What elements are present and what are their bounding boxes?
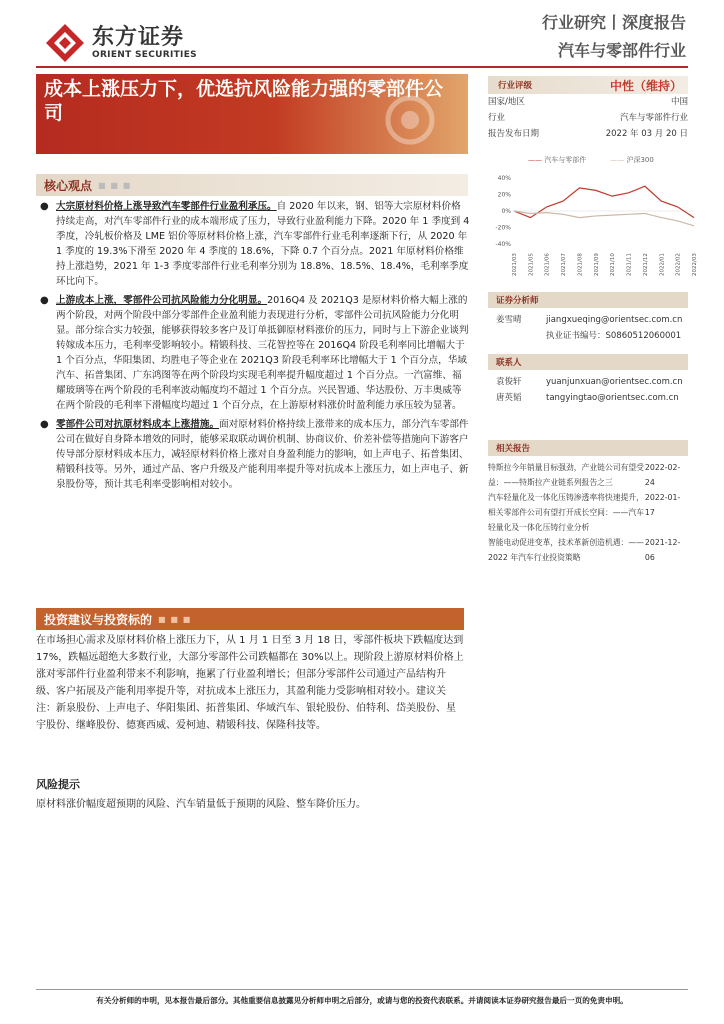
rating-panel [488,76,688,142]
x-tick-label: 2022/03 [692,253,698,276]
risk-heading: 风险提示 [36,778,80,791]
investment-text: 在市场担心需求及原材料价格上涨压力下，从 1 月 1 日至 3 月 18 日，零部件板块下跌幅度达到 17%，跌幅远超绝大多数行业，大部分零部件公司跌幅都在 30%以上。现阶段上游原材料价格上涨对零部件行业盈利带来不利影响，拖累了行业盈利增长；但部分零部件公司通过产品结构升级、客户拓展及产能利用率提升等，对抗成本上涨压力，其盈利能力受影响相对较小。建议关注：新泉股份、上声电子、华阳集团、拓普集团、华域汽车、银轮股份、伯特利、岱美股份、星宇股份、继峰股份、德赛西威、爱柯迪、精锻科技、保隆科技等。 [36,635,464,731]
bullet-item [36,293,470,413]
kv-row [488,94,688,110]
kv-value: 汽车与零部件行业 [619,113,688,123]
kv-row [488,110,688,126]
logo-name-cn: 东方证券 [92,25,185,50]
kv-key: 行业 [488,113,506,123]
kv-key: 国家/地区 [488,97,525,107]
bullet-lead: 上游成本上涨，零部件公司抗风险能力分化明显。 [56,295,268,306]
rating-row [488,76,688,94]
x-tick-label: 2021/05 [528,253,535,276]
analyst-panel [488,292,688,344]
y-tick-label: -20% [495,224,511,232]
bullet-icon: ● [40,419,49,430]
performance-chart [488,172,698,282]
kv-value: 2022 年 03 月 20 日 [605,129,688,139]
contact-name: 唐英韬 [496,393,522,403]
contact-row [488,390,688,406]
related-title[interactable]: 特斯拉今年销量目标强劲，产业链公司有望受益：——特斯拉产业链系列报告之三 [488,463,644,487]
industry-name: 汽车与零部件行业 [557,41,686,60]
bullet-item [36,417,470,492]
kv-value: 中国 [670,97,688,107]
related-title[interactable]: 汽车轻量化及一体化压铸渗透率将快速提升，相关零部件公司有望打开成长空间：——汽车轻量化及一体化压铸行业分析 [488,493,644,532]
bullet-text: 2016Q4 及 2021Q3 是原材料价格大幅上涨的两个阶段，对两个阶段中部分零部件企业盈利能力表现进行分析，零部件公司抗风险能力分化明显。部分综合实力较强，能够获得较多客户及订单抵御原材料涨价的压力，同时与上下游企业谈判转嫁成本压力，毛利率受影响较小。精锻科技、三花智控等在 2016Q4 阶段毛利率同比增幅大于 1 个百分点，华阳集团、均胜电子等企业在 2021Q3 阶段毛利率环比增幅大于 1 个百分点，华域汽车、拓普集团、广东鸿图等在两个阶段均实现毛利率提升幅度超过 1 个百分点。一汽富维、福耀玻璃等在两个阶段的毛利率波动幅度均不超过 1 个百分点。兴民智通、华达股份、万丰奥威等在两个阶段的毛利率下滑幅度均超过 1 个百分点，在上游原材料涨价时盈利能力承压较为显著。 [56,295,469,411]
bullet-text: 面对原材料价格持续上涨带来的成本压力，部分汽车零部件公司在做好自身降本增效的同时，能够采取联动调价机制、协商议价、价差补偿等措施向下游客户传导部分原材料成本压力，减轻原材料价格上涨对自身盈利能力的影响，如上声电子、拓普集团、精锻科技等。另外，通过产品、客户升级及产能利用率提升等对抗成本上涨压力，如上声电子、新泉股份等，预计其毛利率受影响相对较小。 [56,419,469,490]
x-tick-label: 2022/01 [659,253,666,276]
analyst-name: 姜雪晴 [496,315,522,325]
bullet-text: 自 2020 年以来，钢、铝等大宗原材料价格持续走高，对汽车零部件行业的成本端形成了压力，导致行业盈利能力下降。2020 年 1 季度到 4 季度，冷轧板价格及 LME 铝价等原材料价格上涨，汽车零部件行业毛利率逐渐下行，从 2020 年 1 季度的 19.3%下滑至 2020 年 4 季度的 18.6%，下降 0.7 个百分点。2021 年原材料价格维持上涨趋势，2021 年 1-3 季度零部件行业毛利率分别为 18.8%、18.5%、18.4%，毛利率季度环比向下。 [56,201,470,287]
x-tick-label: 2021/08 [577,253,584,276]
analyst-row [488,312,688,328]
bullet-icon: ● [40,295,49,306]
y-tick-label: 20% [497,191,511,199]
related-date: 2021-12-06 [644,538,681,562]
logo-mark-icon [44,22,86,64]
rating-label: 行业评级 [498,81,533,91]
kv-key: 报告发布日期 [488,129,540,139]
core-heading-label: 核心观点 [44,178,93,193]
x-tick-label: 2021/12 [642,253,649,276]
report-type: 行业研究丨深度报告 [541,13,686,32]
risk-text: 原材料涨价幅度超预期的风险、汽车销量低于预期的风险、整车降价压力。 [36,799,366,810]
invest-heading-label: 投资建议与投资标的 [44,612,153,627]
related-date: 2022-01-17 [644,493,681,517]
core-viewpoints-heading [36,174,468,196]
footer-divider [36,989,688,990]
brand-logo [44,22,197,64]
y-tick-label: 0% [501,208,511,215]
related-heading: 相关报告 [488,440,688,456]
analyst-cert-row [488,328,688,344]
related-report[interactable] [488,535,688,565]
rating-value: 中性（维持） [609,78,682,93]
contact-email: yuanjunxuan@orientsec.com.cn [546,377,683,387]
legend-item-csi300: —— 沪深300 [610,156,654,164]
x-tick-label: 2021/06 [544,253,551,276]
x-tick-label: 2021/03 [512,253,518,276]
kv-row [488,126,688,142]
related-date: 2022-02-24 [644,463,681,487]
contact-row [488,374,688,390]
dots-decoration: ■ ■ ■ [98,180,132,190]
legend-label: 汽车与零部件 [544,156,587,164]
y-tick-label: -40% [495,241,511,248]
contact-email: tangyingtao@orientsec.com.cn [546,393,679,403]
logo-name-en: ORIENT SECURITIES [92,50,197,60]
analyst-heading: 证券分析师 [488,292,688,308]
related-panel [488,440,688,565]
contact-name: 袁俊轩 [496,377,522,387]
disclaimer-footer: 有关分析师的申明，见本报告最后部分。其他重要信息披露见分析师申明之后部分，或请与您的投资代表联系。并请阅读本证券研究报告最后一页的免责申明。 [96,996,628,1005]
x-tick-label: 2021/10 [610,253,617,276]
related-title[interactable]: 智能电动促进变革，技术革新创造机遇：——2022 年汽车行业投资策略 [488,538,644,562]
legend-item-auto: —— 汽车与零部件 [528,156,587,164]
bullet-icon: ● [40,201,49,212]
investment-heading [36,608,464,630]
x-tick-label: 2022/02 [675,253,682,276]
x-tick-label: 2021/09 [593,253,600,276]
chart-legend [528,155,654,165]
x-tick-label: 2021/11 [626,253,633,276]
dots-decoration: ■ ■ ■ [158,614,192,624]
analyst-email: jiangxueqing@orientsec.com.cn [546,315,683,325]
contact-heading: 联系人 [488,354,688,370]
header-divider [36,66,688,68]
y-tick-label: 40% [497,175,511,182]
bullet-item [36,199,470,289]
related-report[interactable] [488,490,688,535]
legend-label: 沪深300 [626,156,654,164]
related-report[interactable] [488,460,688,490]
analyst-cert: 执业证书编号：S0860512060001 [546,331,682,341]
series-line [514,211,694,226]
x-tick-label: 2021/07 [561,253,568,276]
bullet-lead: 大宗原材料价格上涨导致汽车零部件行业盈利承压。 [56,201,277,212]
bullet-lead: 零部件公司对抗原材料成本上涨措施。 [56,419,220,430]
core-bullets [36,199,470,496]
page-title: 成本上涨压力下，优选抗风险能力强的零部件公司 [44,78,444,124]
contact-panel [488,354,688,406]
